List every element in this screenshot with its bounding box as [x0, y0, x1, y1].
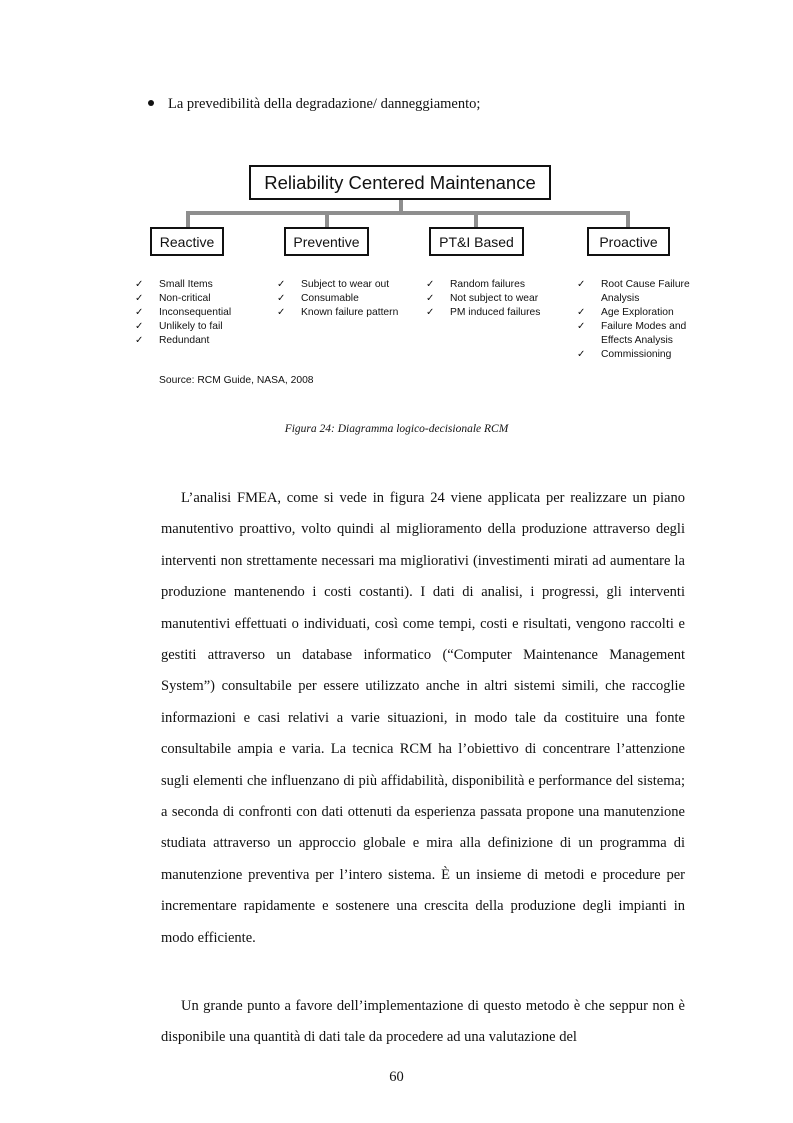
list-item: ✓ Unlikely to fail [135, 321, 223, 332]
check-icon: ✓ [577, 349, 586, 360]
category-box-preventive [284, 227, 369, 256]
check-icon: ✓ [277, 307, 286, 318]
list-item: ✓ Small Items [135, 279, 213, 290]
bullet-dot-icon [148, 100, 154, 106]
list-item: ✓ Non-critical [135, 293, 211, 304]
list-item: ✓ PM induced failures [426, 307, 541, 318]
bullet-item [148, 96, 480, 113]
check-icon: ✓ [577, 321, 586, 332]
body-paragraph: Un grande punto a favore dell’implementazione di questo metodo è che seppur non è disponibile una quantità di dati tale da procedere ad una valutazione del [161, 998, 685, 1046]
check-icon: ✓ [426, 307, 435, 318]
list-item: ✓ Commissioning [577, 349, 672, 360]
connector-preventive [325, 211, 329, 228]
check-icon: ✓ [277, 293, 286, 304]
connector-horizontal [186, 211, 630, 215]
page-number: 60 [389, 1069, 404, 1085]
category-box-proactive [587, 227, 670, 256]
check-icon: ✓ [135, 293, 144, 304]
list-item: ✓ Subject to wear out [277, 279, 390, 290]
figure-caption: Figura 24: Diagramma logico-decisionale RCM [284, 423, 509, 435]
body-paragraph: L’analisi FMEA, come si vede in figura 24 viene applicata per realizzare un piano manutentivo proattivo, volto quindi al miglioramento della produzione attraverso degli interventi non strettamente necessari ma migliorativi (investimenti mirati ad aumentare la produzione mantenendo i costi costanti). I dati di analisi, i progressi, gli interventi manutentivi effettuati o individuati, così come tempi, costi e risultati, vengono raccolti e gestiti attraverso un database informatico (“Computer Maintenance Management System”) consultabile per essere utilizzato anche in altri sistemi simili, che raccoglie informazioni e casi relativi a varie situazioni, in modo tale da costituire una fonte consultabile ampia e varia. La tecnica RCM ha l’obiettivo di concentrare l’attenzione sugli elementi che influenzano di più affidabilità, disponibilità e performance del sistema; a seconda di confronti con dati ottenuti da esperienza passata propone una manutenzione studiata attraverso un approccio globale e mira alla definizione di un programma di manutenzione preventiva per l’intero sistema. È un insieme di metodi e procedure per incrementare rapidamente e sostenere una crescita della produzione degli impianti in modo efficiente. [161, 490, 685, 946]
list-item: ✓ Redundant [135, 335, 210, 346]
check-icon: ✓ [426, 279, 435, 290]
diagram-title-box [249, 165, 551, 200]
check-icon: ✓ [577, 307, 586, 318]
list-item: ✓ Age Exploration [577, 307, 674, 318]
category-box-pti [429, 227, 524, 256]
list-item: ✓ Root Cause Failure Analysis [577, 279, 690, 304]
list-item: ✓ Not subject to wear [426, 293, 539, 304]
category-box-reactive [150, 227, 224, 256]
category-label-reactive: Reactive [159, 233, 215, 250]
proactive-list [577, 278, 696, 362]
check-icon: ✓ [135, 307, 144, 318]
check-icon: ✓ [135, 321, 144, 332]
connector-reactive [186, 211, 190, 228]
list-item: ✓ Random failures [426, 279, 525, 290]
check-icon: ✓ [135, 279, 144, 290]
preventive-list [277, 278, 417, 320]
category-label-preventive: Preventive [293, 233, 360, 250]
bullet-text: La prevedibilità della degradazione/ danneggiamento; [168, 96, 481, 112]
check-icon: ✓ [577, 279, 586, 290]
connector-proactive [626, 211, 630, 228]
category-label-proactive: Proactive [599, 233, 658, 250]
reactive-list [135, 278, 255, 348]
pti-list [426, 278, 566, 320]
diagram-source: Source: RCM Guide, NASA, 2008 [159, 375, 314, 386]
category-label-pti: PT&I Based [439, 233, 514, 250]
list-item: ✓ Consumable [277, 293, 359, 304]
rcm-diagram [131, 160, 696, 400]
check-icon: ✓ [426, 293, 435, 304]
diagram-title: Reliability Centered Maintenance [264, 171, 536, 193]
connector-pti [474, 211, 478, 228]
check-icon: ✓ [277, 279, 286, 290]
list-item: ✓ Known failure pattern [277, 307, 399, 318]
list-item: ✓ Failure Modes and Effects Analysis [577, 321, 687, 346]
check-icon: ✓ [135, 335, 144, 346]
list-item: ✓ Inconsequential [135, 307, 232, 318]
